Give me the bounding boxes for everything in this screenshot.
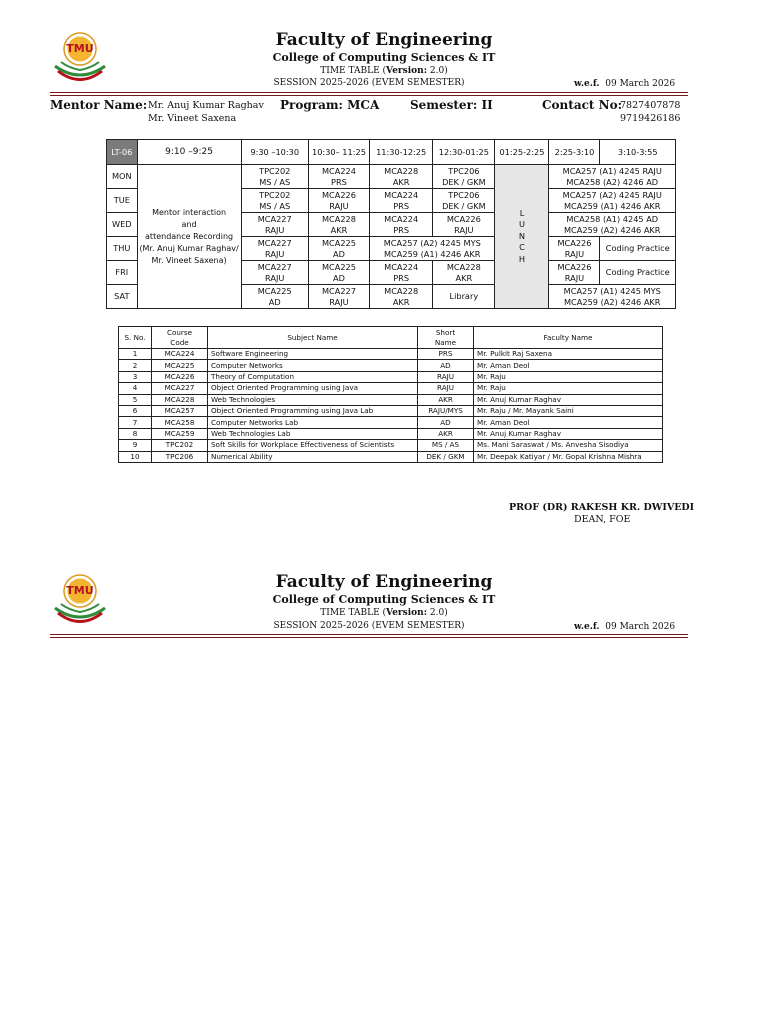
lab-cell (549, 189, 676, 213)
subject-name: Computer Networks (208, 360, 418, 371)
subject-name-header: Subject Name (208, 327, 418, 349)
course-code: MCA226 (152, 371, 208, 382)
class-cell (370, 189, 433, 213)
course-code: TPC202 (259, 190, 291, 200)
faculty-short: AKR (392, 176, 410, 187)
course-code: MCA257 (152, 405, 208, 416)
faculty-short: DEK / GKM (442, 200, 486, 211)
lab-batch: MCA258 (A2) 4246 AD (566, 176, 659, 187)
course-code: MCA227 (257, 262, 292, 272)
contact-number-1: 7827407878 (620, 100, 681, 111)
header-line: Name (434, 337, 457, 347)
faculty-name: Mr. Pulkit Raj Saxena (474, 349, 663, 360)
logo-text: TMU (66, 42, 94, 55)
wef-date (574, 79, 675, 89)
class-cell (308, 165, 369, 189)
mentor-name-2: Mr. Vineet Saxena (148, 113, 237, 124)
course-code: MCA224 (384, 214, 419, 224)
faculty-name: Ms. Mani Saraswat / Ms. Anvesha Sisodiya (474, 440, 663, 451)
day-cell: FRI (107, 261, 138, 285)
class-cell (433, 189, 495, 213)
lab-batch: MCA257 (A2) 4245 RAJU (562, 190, 662, 200)
lab-cell (370, 237, 495, 261)
class-cell (241, 285, 308, 309)
faculty-short: PRS (331, 176, 347, 187)
short-name: MS / AS (418, 440, 474, 451)
course-code: MCA225 (257, 286, 292, 296)
course-code: MCA227 (152, 383, 208, 394)
faculty-name: Mr. Anuj Kumar Raghav (474, 394, 663, 405)
subject-row (119, 371, 663, 382)
timetable-row (107, 165, 676, 189)
version-value: 2.0) (427, 66, 448, 76)
lab-batch: MCA257 (A1) 4245 RAJU (562, 166, 662, 176)
course-code: TPC202 (259, 166, 291, 176)
faculty-short: RAJU (265, 224, 285, 235)
lab-cell (549, 165, 676, 189)
college-name: College of Computing Sciences & IT (272, 51, 496, 64)
subject-name: Soft Skills for Workplace Effectiveness of Scientists (208, 440, 418, 451)
mentor-line: Mentor interaction (152, 207, 227, 217)
subject-row (119, 451, 663, 462)
dean-name: PROF (DR) RAKESH KR. DWIVEDI (509, 502, 695, 513)
day-cell: THU (107, 237, 138, 261)
subject-row (119, 383, 663, 394)
faculty-short: PRS (393, 200, 410, 211)
class-cell (241, 261, 308, 285)
library-cell: Library (433, 285, 495, 309)
sno: 6 (119, 405, 152, 416)
short-name-header (418, 327, 474, 349)
day-cell: MON (107, 165, 138, 189)
sno: 4 (119, 383, 152, 394)
course-code: TPC206 (152, 451, 208, 462)
subject-name: Computer Networks Lab (208, 417, 418, 428)
sno: 3 (119, 371, 152, 382)
class-cell (370, 261, 433, 285)
faculty-short: RAJU (454, 224, 474, 235)
faculty-short: RAJU (329, 200, 349, 211)
subject-row (119, 349, 663, 360)
class-cell (241, 237, 308, 261)
version-label: Version: (386, 608, 428, 618)
faculty-short: AD (333, 272, 345, 283)
slot-header: 01:25-2:25 (495, 140, 549, 165)
timetable-header-row (107, 140, 676, 165)
header-line: Code (170, 337, 189, 347)
faculty-name: Mr. Anuj Kumar Raghav (474, 428, 663, 439)
day-cell: SAT (107, 285, 138, 309)
short-name: PRS (418, 349, 474, 360)
class-cell (308, 237, 369, 261)
timetable (106, 139, 676, 309)
mentor-line: (Mr. Anuj Kumar Raghav/ (139, 243, 239, 253)
mentor-name-1: Mr. Anuj Kumar Raghav (148, 100, 264, 111)
sno: 9 (119, 440, 152, 451)
faculty-short: RAJU (265, 272, 285, 283)
subject-name: Object Oriented Programming using Java (208, 383, 418, 394)
faculty-name: Mr. Raju (474, 371, 663, 382)
mentor-interaction-cell (137, 165, 241, 309)
course-code: MCA225 (321, 238, 356, 248)
faculty-name-header: Faculty Name (474, 327, 663, 349)
header-rule-bottom (50, 637, 688, 638)
faculty-name: Mr. Raju / Mr. Mayank Saini (474, 405, 663, 416)
faculty-short: MS / AS (259, 176, 291, 187)
class-cell (433, 165, 495, 189)
timetable-prefix: TIME TABLE ( (320, 66, 387, 76)
lab-cell (549, 285, 676, 309)
faculty-name: Mr. Aman Deol (474, 360, 663, 371)
faculty-name: Mr. Raju (474, 383, 663, 394)
faculty-short: AD (333, 248, 345, 259)
lab-batch: MCA259 (A2) 4246 AKR (563, 296, 661, 307)
session-text: SESSION 2025-2026 (EVEM SEMESTER) (273, 621, 465, 631)
header-rule-top (50, 92, 688, 93)
slot-header: 2:25-3:10 (549, 140, 600, 165)
faculty-short: DEK / GKM (442, 176, 486, 187)
faculty-short: RAJU (564, 272, 585, 283)
class-cell (549, 261, 600, 285)
class-cell (241, 213, 308, 237)
subject-row (119, 405, 663, 416)
wef-date (574, 622, 675, 632)
short-name: RAJU (418, 371, 474, 382)
lab-batch: MCA259 (A2) 4246 AKR (563, 224, 661, 235)
class-cell (370, 165, 433, 189)
course-code: MCA226 (446, 214, 481, 224)
short-name: RAJU (418, 383, 474, 394)
contact-label: Contact No: (542, 98, 623, 112)
faculty-short: AD (268, 296, 281, 307)
lunch-letter: C (519, 242, 525, 253)
lunch-letter: N (518, 230, 526, 241)
session-text: SESSION 2025-2026 (EVEM SEMESTER) (273, 78, 465, 88)
wef-value: 09 March 2026 (605, 622, 676, 632)
subject-name: Software Engineering (208, 349, 418, 360)
class-cell (241, 165, 308, 189)
wef-label: w.e.f. (574, 622, 600, 632)
sno: 10 (119, 451, 152, 462)
short-name: AKR (418, 394, 474, 405)
timetable-prefix: TIME TABLE ( (320, 608, 387, 618)
course-code: MCA226 (557, 238, 592, 248)
lab-batch: MCA259 (A1) 4246 AKR (563, 200, 661, 211)
course-code: MCA227 (257, 238, 292, 248)
page-title: Faculty of Engineering (275, 572, 493, 592)
course-code: TPC206 (448, 190, 480, 200)
class-cell (308, 189, 369, 213)
class-cell (308, 285, 369, 309)
subject-row (119, 394, 663, 405)
sno: 2 (119, 360, 152, 371)
slot-header: 10:30– 11:25 (308, 140, 369, 165)
short-name: RAJU/MYS (418, 405, 474, 416)
course-code: TPC202 (152, 440, 208, 451)
subject-name: Web Technologies Lab (208, 428, 418, 439)
faculty-name: Mr. Deepak Katiyar / Mr. Gopal Krishna Mishra (474, 451, 663, 462)
slot-header: 3:10-3:55 (600, 140, 676, 165)
lunch-letter: H (518, 253, 526, 264)
lab-batch: MCA257 (A2) 4245 MYS (383, 238, 481, 248)
mentor-label: Mentor Name: (50, 98, 148, 112)
slot-header: 12:30-01:25 (433, 140, 495, 165)
lunch-letter: U (518, 219, 525, 230)
faculty-short: RAJU (265, 248, 285, 259)
subject-row (119, 417, 663, 428)
course-code: MCA228 (152, 394, 208, 405)
dean-designation: DEAN, FOE (574, 514, 631, 525)
timetable-version (0, 66, 768, 76)
semester-label: Semester: II (410, 98, 493, 112)
course-code: MCA226 (557, 262, 592, 272)
faculty-short: AKR (330, 224, 348, 235)
faculty-short: AKR (392, 296, 410, 307)
course-code: TPC206 (448, 166, 480, 176)
mentor-line: and (181, 219, 197, 229)
timetable-version (0, 608, 768, 618)
sno: 7 (119, 417, 152, 428)
mentor-line: Mr. Vineet Saxena) (151, 255, 227, 265)
day-cell: TUE (107, 189, 138, 213)
faculty-short: PRS (393, 272, 410, 283)
lunch-cell (495, 165, 549, 309)
short-name: DEK / GKM (418, 451, 474, 462)
course-code: MCA224 (384, 262, 419, 272)
course-code: MCA228 (384, 286, 419, 296)
faculty-short: RAJU (564, 248, 585, 259)
subject-name: Web Technologies (208, 394, 418, 405)
class-cell (433, 261, 495, 285)
class-cell (370, 213, 433, 237)
slot-header: 9:30 –10:30 (241, 140, 308, 165)
short-name: AKR (418, 428, 474, 439)
course-code: MCA259 (152, 428, 208, 439)
version-label: Version: (386, 66, 428, 76)
lab-batch: MCA258 (A1) 4245 AD (566, 214, 659, 224)
page-title: Faculty of Engineering (275, 30, 493, 50)
course-code: MCA228 (446, 262, 481, 272)
contact-number-2: 9719426186 (620, 113, 681, 124)
course-code: MCA224 (152, 349, 208, 360)
sno-header: S. No. (119, 327, 152, 349)
course-code: MCA258 (152, 417, 208, 428)
logo-text: TMU (66, 584, 94, 597)
day-cell: WED (107, 213, 138, 237)
course-code: MCA225 (321, 262, 356, 272)
faculty-short: RAJU (329, 296, 349, 307)
class-cell (433, 213, 495, 237)
class-cell (370, 285, 433, 309)
class-cell (308, 261, 369, 285)
header-line: Short (435, 328, 456, 337)
course-code: MCA227 (257, 214, 292, 224)
course-code: MCA228 (384, 166, 419, 176)
lab-batch: MCA259 (A1) 4246 AKR (383, 248, 481, 259)
faculty-name: Mr. Aman Deol (474, 417, 663, 428)
coding-practice-cell: Coding Practice (600, 261, 676, 285)
faculty-short: AKR (455, 272, 473, 283)
subject-name: Theory of Computation (208, 371, 418, 382)
sno: 5 (119, 394, 152, 405)
wef-label: w.e.f. (574, 79, 600, 89)
room-cell: LT-06 (107, 140, 138, 165)
course-code: MCA227 (321, 286, 356, 296)
sno: 8 (119, 428, 152, 439)
lunch-letter: L (519, 207, 525, 218)
version-value: 2.0) (427, 608, 448, 618)
course-code: MCA224 (321, 166, 356, 176)
class-cell (549, 237, 600, 261)
slot-header: 9:10 –9:25 (137, 140, 241, 165)
slot-header: 11:30-12:25 (370, 140, 433, 165)
subject-header-row (119, 327, 663, 349)
faculty-short: PRS (393, 224, 410, 235)
program-label: Program: MCA (280, 98, 380, 112)
course-code: MCA225 (152, 360, 208, 371)
subject-row (119, 428, 663, 439)
lab-batch: MCA257 (A1) 4245 MYS (563, 286, 661, 296)
faculty-short: MS / AS (259, 200, 291, 211)
course-code: MCA228 (321, 214, 356, 224)
class-cell (308, 213, 369, 237)
short-name: AD (418, 360, 474, 371)
header-rule-bottom (50, 95, 688, 96)
wef-value: 09 March 2026 (605, 79, 676, 89)
header-rule-top (50, 634, 688, 635)
sno: 1 (119, 349, 152, 360)
college-name: College of Computing Sciences & IT (272, 593, 496, 606)
subject-table (118, 326, 663, 463)
course-code: MCA226 (321, 190, 356, 200)
course-code: MCA224 (384, 190, 419, 200)
short-name: AD (418, 417, 474, 428)
lab-cell (549, 213, 676, 237)
subject-name: Numerical Ability (208, 451, 418, 462)
subject-row (119, 440, 663, 451)
subject-row (119, 360, 663, 371)
class-cell (241, 189, 308, 213)
mentor-line: attendance Recording (145, 231, 234, 241)
course-code-header (152, 327, 208, 349)
header-line: Course (166, 328, 193, 337)
subject-name: Object Oriented Programming using Java Lab (208, 405, 418, 416)
coding-practice-cell: Coding Practice (600, 237, 676, 261)
